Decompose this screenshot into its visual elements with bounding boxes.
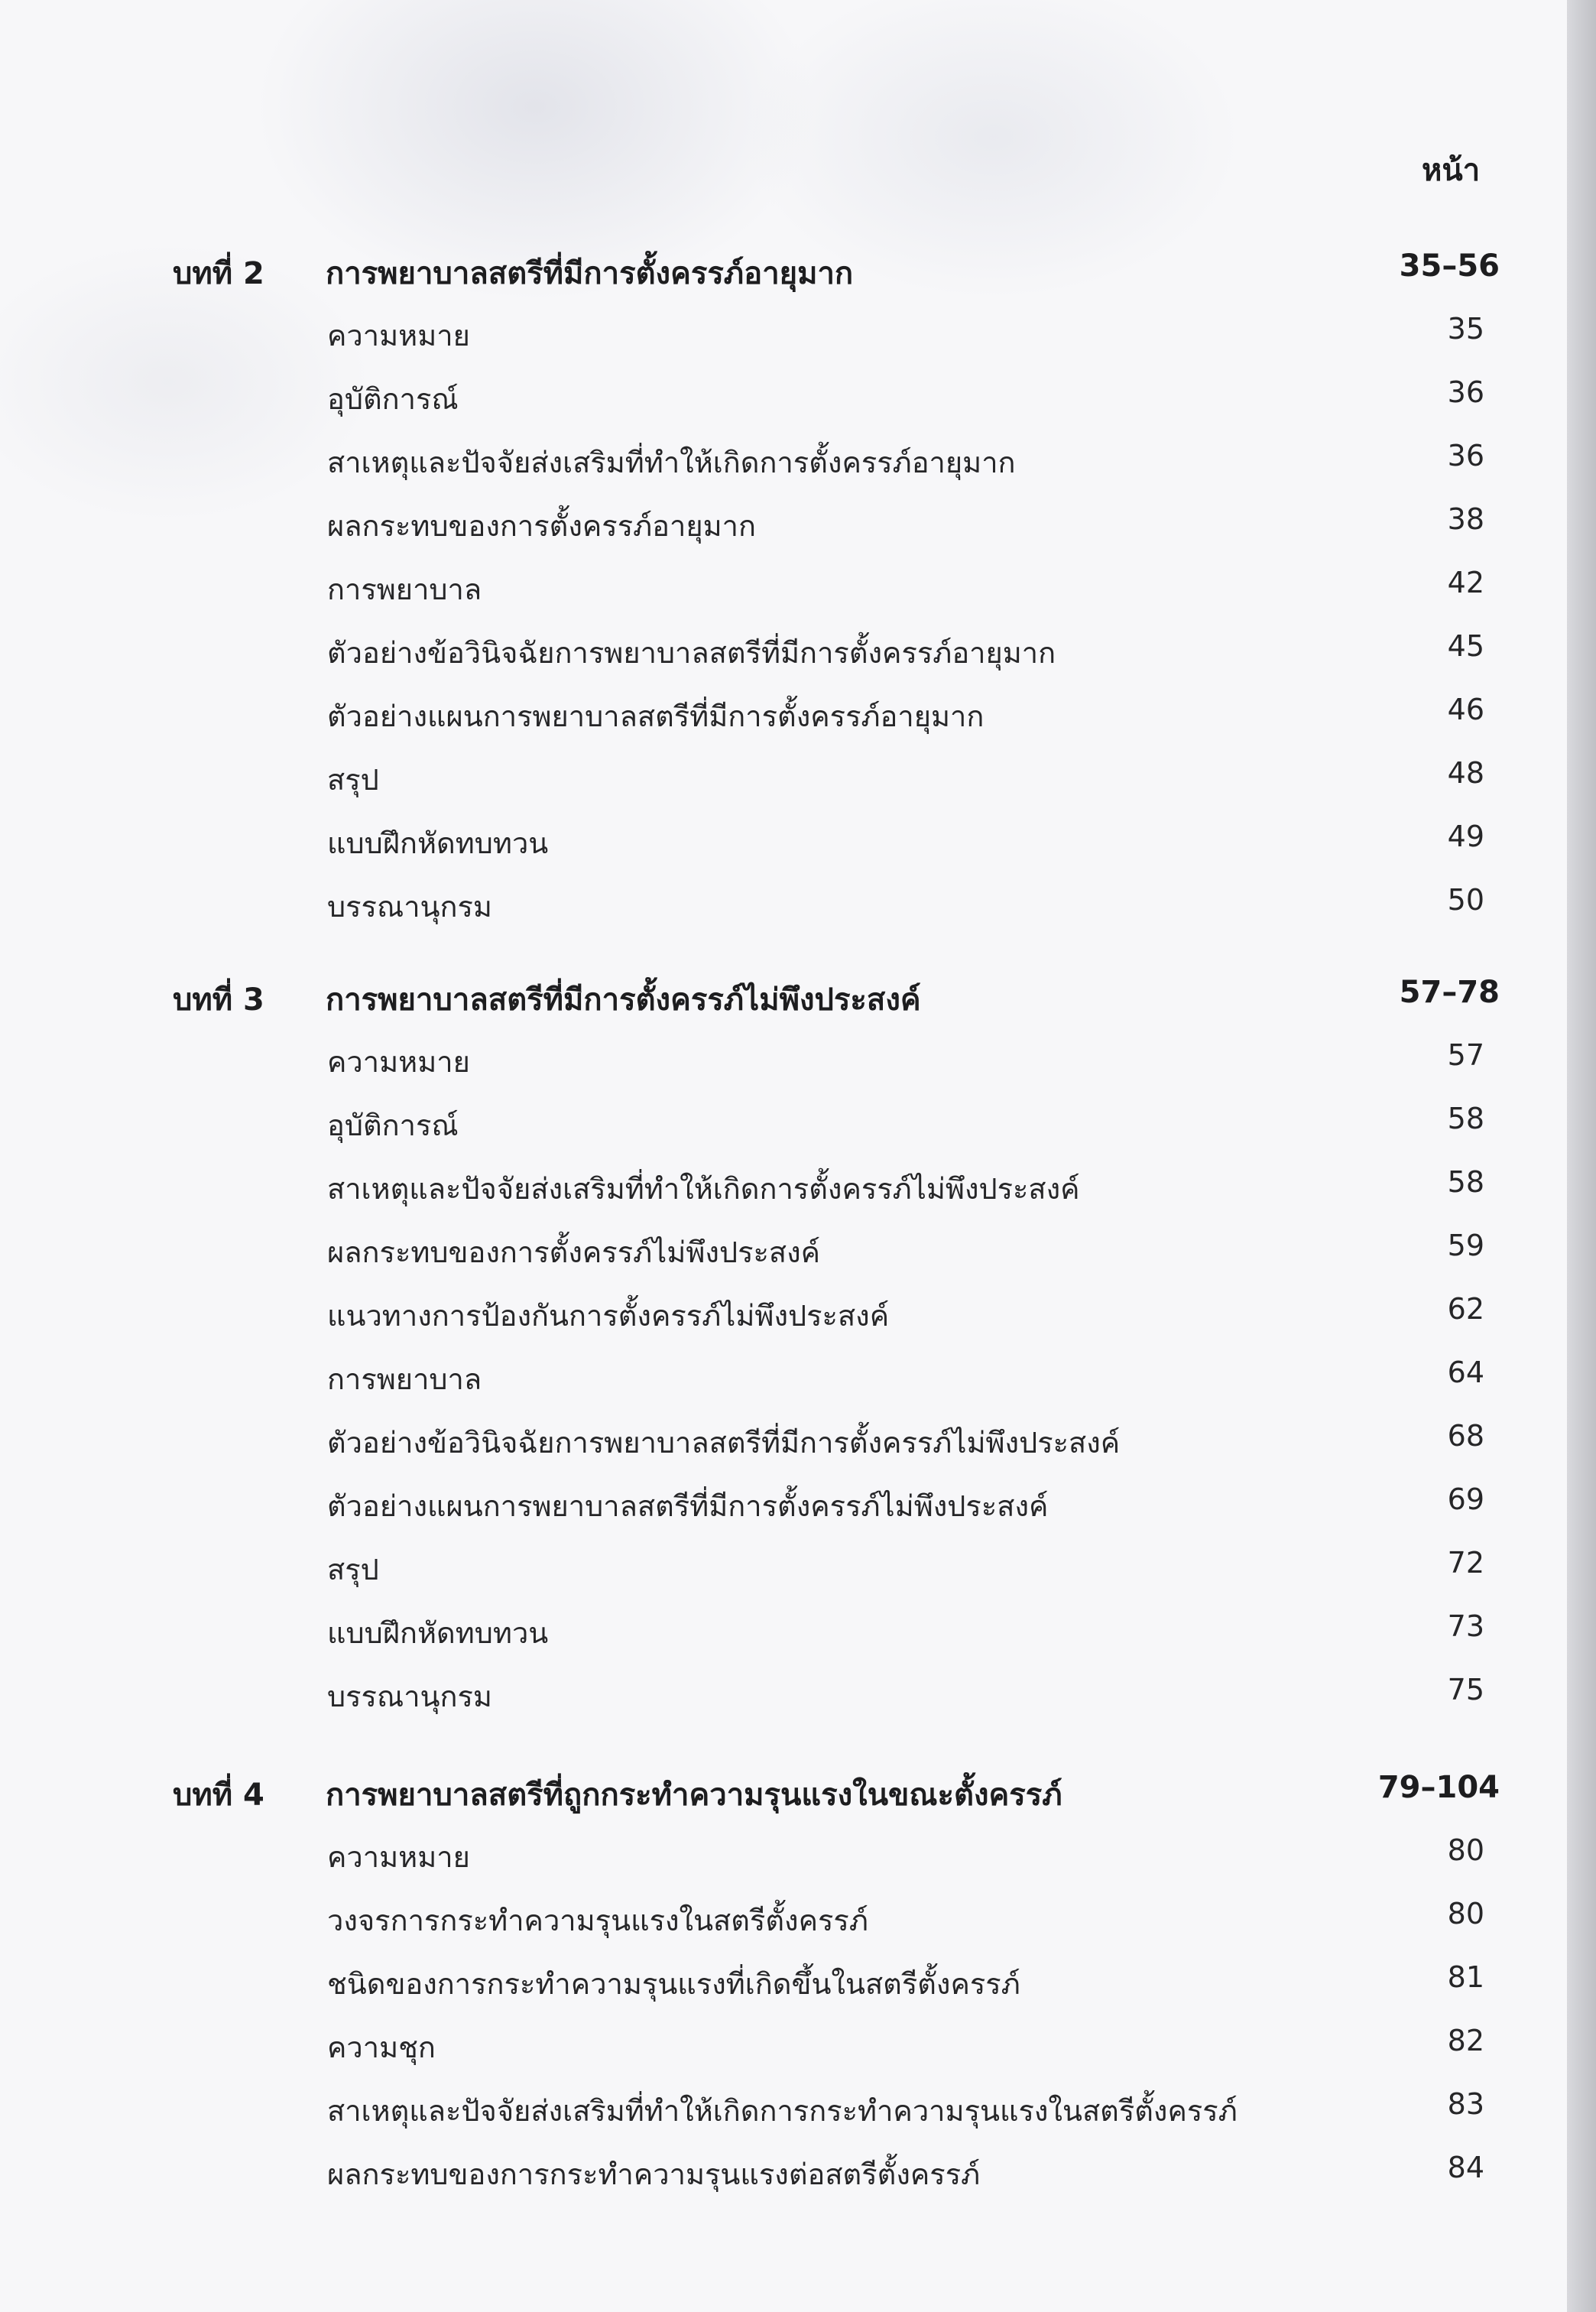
toc-entry-page: 69 bbox=[1447, 1482, 1484, 1516]
toc-entry bbox=[0, 1038, 1567, 1084]
toc-entry-text: ตัวอย่างแผนการพยาบาลสตรีที่มีการตั้งครรภ์ไม่พึงประสงค์ bbox=[327, 1489, 1049, 1523]
chapter-title: การพยาบาลสตรีที่มีการตั้งครรภ์อายุมาก bbox=[326, 256, 854, 291]
toc-entry bbox=[0, 2151, 1567, 2197]
toc-entry bbox=[0, 629, 1567, 675]
toc-entry-text: ผลกระทบของการตั้งครรภ์ไม่พึงประสงค์ bbox=[327, 1236, 821, 1269]
toc-entry-text: การพยาบาล bbox=[327, 573, 482, 606]
toc-entry-page: 84 bbox=[1447, 2151, 1484, 2184]
toc-entry-page: 58 bbox=[1447, 1102, 1484, 1135]
chapter-title: การพยาบาลสตรีที่มีการตั้งครรภ์ไม่พึงประสงค์ bbox=[326, 982, 921, 1018]
toc-entry-page: 83 bbox=[1447, 2087, 1484, 2121]
toc-entry bbox=[0, 1165, 1567, 1211]
page-column-header: หน้า bbox=[1422, 153, 1481, 188]
toc-entry bbox=[0, 1833, 1567, 1879]
toc-entry bbox=[0, 1419, 1567, 1465]
toc-entry bbox=[0, 1482, 1567, 1528]
toc-entry-text: ความหมาย bbox=[327, 1045, 470, 1079]
toc-entry bbox=[0, 820, 1567, 865]
toc-entry-text: วงจรการกระทำความรุนแรงในสตรีตั้งครรภ์ bbox=[327, 1904, 868, 1937]
toc-entry-page: 80 bbox=[1447, 1833, 1484, 1867]
toc-entry-text: สาเหตุและปัจจัยส่งเสริมที่ทำให้เกิดการตั้งครรภ์อายุมาก bbox=[327, 446, 1016, 479]
toc-entry bbox=[0, 1229, 1567, 1275]
toc-entry-text: ความหมาย bbox=[327, 319, 470, 352]
toc-entry-page: 62 bbox=[1447, 1292, 1484, 1326]
toc-entry-text: สาเหตุและปัจจัยส่งเสริมที่ทำให้เกิดการกระทำความรุนแรงในสตรีตั้งครรภ์ bbox=[327, 2094, 1238, 2128]
toc-entry-page: 38 bbox=[1447, 502, 1484, 536]
toc-entry bbox=[0, 883, 1567, 929]
toc-entry-text: ชนิดของการกระทำความรุนแรงที่เกิดขึ้นในสตรีตั้งครรภ์ bbox=[327, 1967, 1020, 2001]
chapter-label: บทที่ 3 bbox=[173, 982, 264, 1018]
toc-entry-text: ความชุก bbox=[327, 2031, 436, 2064]
toc-entry-text: แนวทางการป้องกันการตั้งครรภ์ไม่พึงประสงค์ bbox=[327, 1299, 890, 1333]
toc-entry-page: 64 bbox=[1447, 1356, 1484, 1389]
toc-entry-page: 45 bbox=[1447, 629, 1484, 663]
toc-entry-page: 82 bbox=[1447, 2024, 1484, 2057]
toc-entry-page: 75 bbox=[1447, 1673, 1484, 1706]
toc-entry bbox=[0, 693, 1567, 739]
toc-entry bbox=[0, 2024, 1567, 2070]
toc-entry-page: 68 bbox=[1447, 1419, 1484, 1453]
toc-entry-text: แบบฝึกหัดทบทวน bbox=[327, 1616, 549, 1650]
toc-entry bbox=[0, 1609, 1567, 1655]
toc-entry bbox=[0, 1356, 1567, 1401]
toc-entry bbox=[0, 312, 1567, 358]
toc-entry-page: 72 bbox=[1447, 1546, 1484, 1580]
toc-entry-page: 50 bbox=[1447, 883, 1484, 917]
toc-entry-text: ตัวอย่างข้อวินิจฉัยการพยาบาลสตรีที่มีการตั้งครรภ์อายุมาก bbox=[327, 636, 1056, 670]
toc-entry-page: 46 bbox=[1447, 693, 1484, 726]
toc-entry bbox=[0, 1673, 1567, 1719]
toc-entry-page: 58 bbox=[1447, 1165, 1484, 1199]
chapter-heading-3 bbox=[0, 975, 1567, 1021]
toc-entry-text: ตัวอย่างแผนการพยาบาลสตรีที่มีการตั้งครรภ์อายุมาก bbox=[327, 700, 985, 733]
toc-entry-page: 73 bbox=[1447, 1609, 1484, 1643]
toc-entry bbox=[0, 2087, 1567, 2133]
toc-entry bbox=[0, 1897, 1567, 1943]
toc-entry-page: 81 bbox=[1447, 1960, 1484, 1994]
toc-entry-text: สรุป bbox=[327, 763, 379, 797]
page-edge-shadow bbox=[1567, 0, 1596, 2312]
chapter-heading-4 bbox=[0, 1770, 1567, 1816]
toc-entry-text: แบบฝึกหัดทบทวน bbox=[327, 826, 549, 860]
toc-entry-text: บรรณานุกรม bbox=[327, 890, 492, 924]
toc-entry-page: 36 bbox=[1447, 439, 1484, 472]
toc-entry-page: 80 bbox=[1447, 1897, 1484, 1930]
toc-entry bbox=[0, 502, 1567, 548]
toc-entry-page: 36 bbox=[1447, 375, 1484, 409]
toc-entry-text: บรรณานุกรม bbox=[327, 1680, 492, 1713]
toc-entry-text: ผลกระทบของการตั้งครรภ์อายุมาก bbox=[327, 509, 757, 543]
toc-entry bbox=[0, 439, 1567, 485]
chapter-label: บทที่ 2 bbox=[173, 256, 264, 291]
toc-entry-page: 48 bbox=[1447, 756, 1484, 790]
toc-entry bbox=[0, 375, 1567, 421]
toc-entry-text: สรุป bbox=[327, 1553, 379, 1586]
toc-entry bbox=[0, 1546, 1567, 1592]
chapter-label: บทที่ 4 bbox=[173, 1778, 264, 1813]
toc-entry bbox=[0, 756, 1567, 802]
toc-entry-page: 57 bbox=[1447, 1038, 1484, 1072]
toc-entry bbox=[0, 1960, 1567, 2006]
toc-entry bbox=[0, 1292, 1567, 1338]
toc-entry-page: 35 bbox=[1447, 312, 1484, 346]
toc-entry-text: อุบัติการณ์ bbox=[327, 1109, 459, 1142]
chapter-title: การพยาบาลสตรีที่ถูกกระทำความรุนแรงในขณะตั้งครรภ์ bbox=[326, 1778, 1062, 1813]
toc-entry-text: ความหมาย bbox=[327, 1840, 470, 1874]
toc-entry-text: ตัวอย่างข้อวินิจฉัยการพยาบาลสตรีที่มีการตั้งครรภ์ไม่พึงประสงค์ bbox=[327, 1426, 1121, 1460]
chapter-page-range: 79–104 bbox=[1377, 1770, 1500, 1805]
toc-entry-page: 49 bbox=[1447, 820, 1484, 853]
toc-entry-text: สาเหตุและปัจจัยส่งเสริมที่ทำให้เกิดการตั้งครรภ์ไม่พึงประสงค์ bbox=[327, 1172, 1080, 1206]
toc-entry bbox=[0, 566, 1567, 612]
toc-entry bbox=[0, 1102, 1567, 1148]
toc-entry-page: 42 bbox=[1447, 566, 1484, 599]
toc-entry-text: ผลกระทบของการกระทำความรุนแรงต่อสตรีตั้งครรภ์ bbox=[327, 2158, 981, 2191]
chapter-heading-2 bbox=[0, 248, 1567, 294]
chapter-page-range: 35–56 bbox=[1399, 248, 1500, 284]
toc-entry-text: การพยาบาล bbox=[327, 1362, 482, 1396]
chapter-page-range: 57–78 bbox=[1399, 975, 1500, 1010]
toc-entry-text: อุบัติการณ์ bbox=[327, 382, 459, 416]
toc-entry-page: 59 bbox=[1447, 1229, 1484, 1262]
